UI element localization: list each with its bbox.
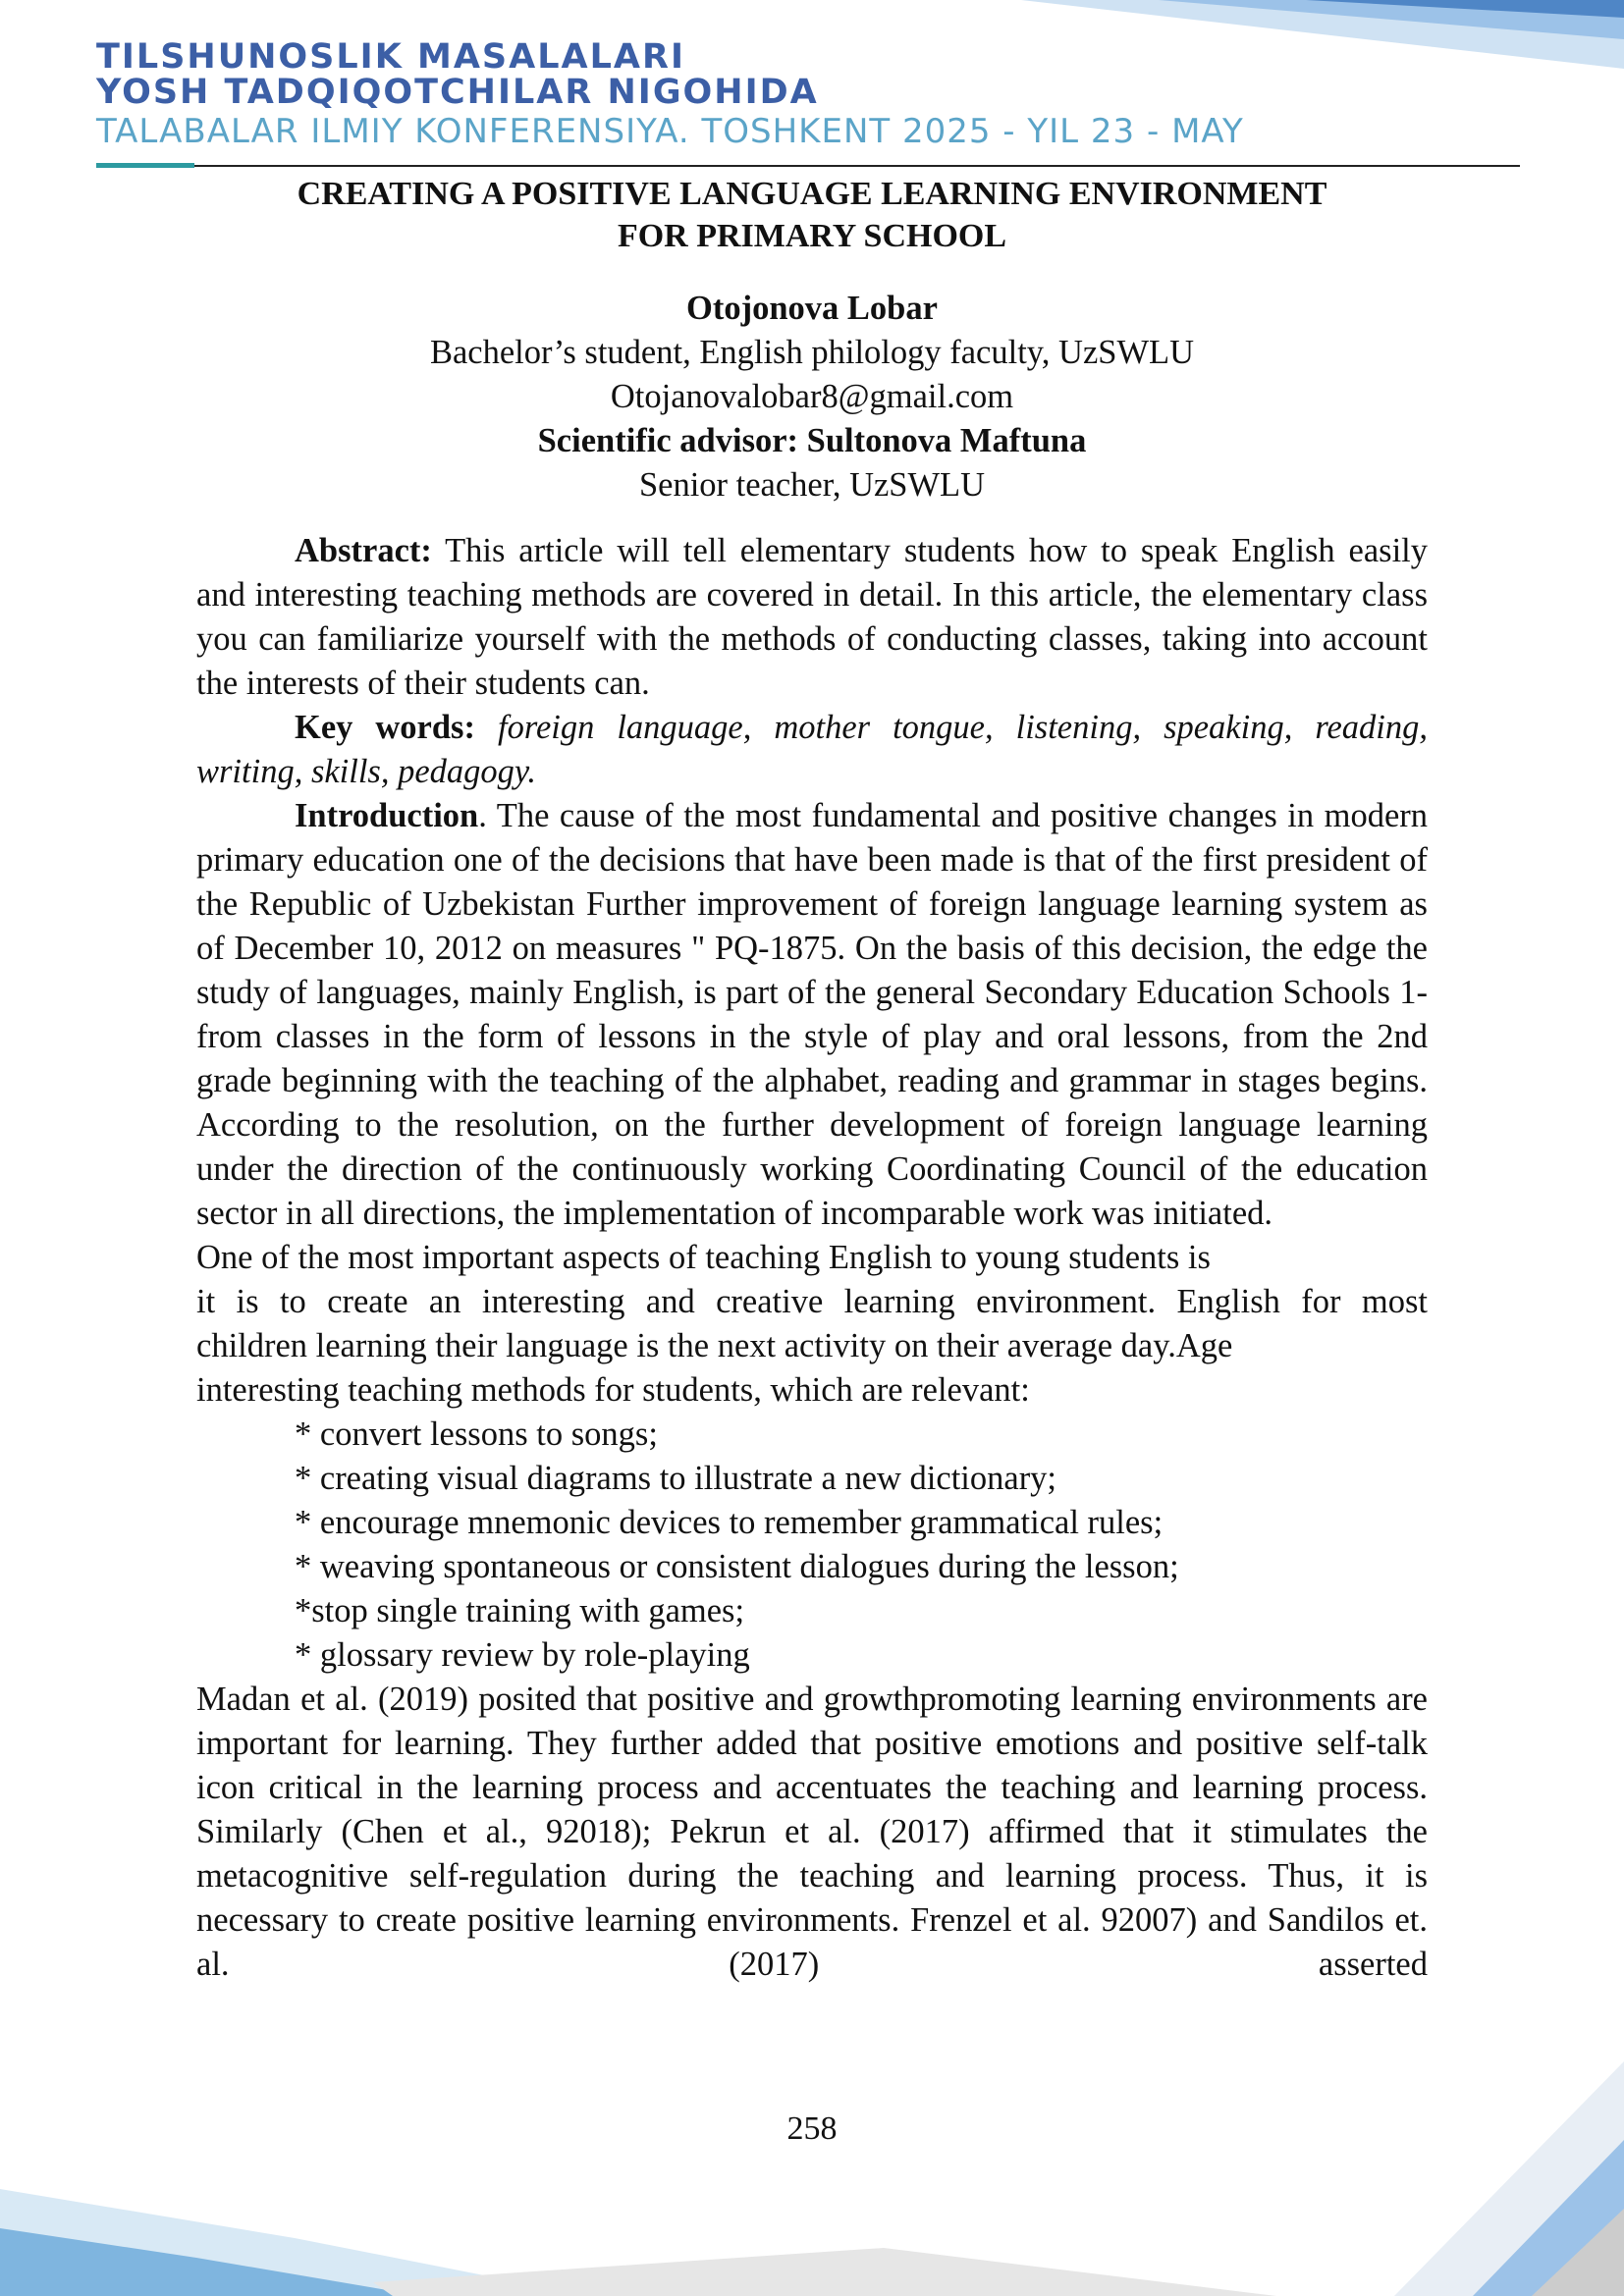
author-affiliation: Bachelor’s student, English philology faculty, UzSWLU (429, 334, 1195, 371)
list-item: * weaving spontaneous or consistent dialogues during the lesson; (295, 1548, 1179, 1585)
list-item: * creating visual diagrams to illustrate a new dictionary; (295, 1460, 1057, 1497)
list-item: *stop single training with games; (295, 1592, 745, 1629)
bottom-gray-band (373, 2248, 1276, 2296)
paragraph-2-line-4: interesting teaching methods for students, which are relevant: (196, 1371, 1030, 1409)
header-rule (96, 165, 1520, 167)
bottom-left-wave-light (0, 2189, 589, 2296)
top-right-banner-blue (1159, 0, 1624, 39)
introduction (196, 794, 1428, 1236)
paragraph-2-line-2: it is to create an interesting and creative learning environment. English for most (196, 1283, 1428, 1320)
bottom-right-wave-gray (1532, 2209, 1624, 2296)
page-number: 258 (786, 2110, 838, 2147)
keywords-label: Key words: (295, 709, 475, 746)
title-line-1: CREATING A POSITIVE LANGUAGE LEARNING ENVIRONMENT (297, 176, 1327, 212)
introduction-label: Introduction (295, 797, 479, 834)
abstract-text: This article will tell elementary students how to speak English easily and interesting teaching methods are covered in detail. In this article, the elementary class you can familiarize yourself with the methods of conducting classes, taking into account the interests of their students can. (196, 532, 1428, 702)
article-body (196, 173, 1428, 1987)
scientific-advisor: Scientific advisor: Sultonova Maftuna (537, 422, 1087, 459)
title-line-2: FOR PRIMARY SCHOOL (617, 218, 1007, 254)
header-line-2: YOSH TADQIQOTCHILAR NIGOHIDA (96, 73, 819, 112)
advisor-role: Senior teacher, UzSWLU (638, 466, 986, 504)
author-email: Otojanovalobar8@gmail.com (610, 378, 1014, 415)
abstract (196, 529, 1428, 706)
author-name: Otojonova Lobar (686, 290, 938, 327)
list-item: * encourage mnemonic devices to remember grammatical rules; (295, 1504, 1164, 1541)
header-line-3: TALABALAR ILMIY KONFERENSIYA. TOSHKENT 2025 - YIL 23 - MAY (96, 112, 1244, 151)
paragraph-2-line-1: One of the most important aspects of teaching English to young students is (196, 1239, 1211, 1276)
article-title (196, 173, 1428, 257)
bottom-right-wave-blue (1473, 2140, 1624, 2296)
paragraph-2-line-3: children learning their language is the next activity on their average day.Age (196, 1327, 1233, 1364)
keywords-text: foreign language, mother tongue, listening, speaking, reading, writing, skills, pedagogy. (196, 709, 1428, 790)
header-rule-accent (96, 163, 194, 168)
list-item: * glossary review by role-playing (295, 1636, 750, 1674)
bottom-left-wave-blue (0, 2228, 422, 2296)
conference-header (96, 39, 1244, 151)
header-line-1: TILSHUNOSLIK MASALALARI (96, 37, 685, 77)
introduction-text: . The cause of the most fundamental and positive changes in modern primary education one of the decisions that have been made is that of the first president of the Republic of Uzbekistan Further improvement of foreign language learning system as of December 10, 2012 on measures " PQ-1875. On the basis of this decision, the edge the study of languages, mainly English, is part of the general Secondary Education Schools 1- from classes in the form of lessons in the style of play and oral lessons, from the 2nd grade beginning with the teaching of the alphabet, reading and grammar in stages begins. According to the resolution, on the further development of foreign language learning under the direction of the continuously working Coordinating Council of the education sector in all directions, the implementation of incomparable work was initiated. (196, 797, 1428, 1232)
paragraph-3: Madan et al. (2019) posited that positive and growthpromoting learning environments are important for learning. They further added that positive emotions and positive self-talk icon critical in the learning process and accentuates the teaching and learning process. Similarly (Chen et al., 92018); Pekrun et al. (2017) affirmed that it stimulates the metacognitive self-regulation during the teaching and learning process. Thus, it is necessary to create positive learning environments. Frenzel et al. 92007) and Sandilos et. al. (2017) asserted (196, 1681, 1428, 1983)
bottom-right-wave-light (1394, 2061, 1624, 2296)
abstract-label: Abstract: (295, 532, 432, 569)
list-item: * convert lessons to songs; (295, 1415, 658, 1453)
keywords (196, 706, 1428, 794)
top-right-banner-dark (1306, 0, 1624, 18)
